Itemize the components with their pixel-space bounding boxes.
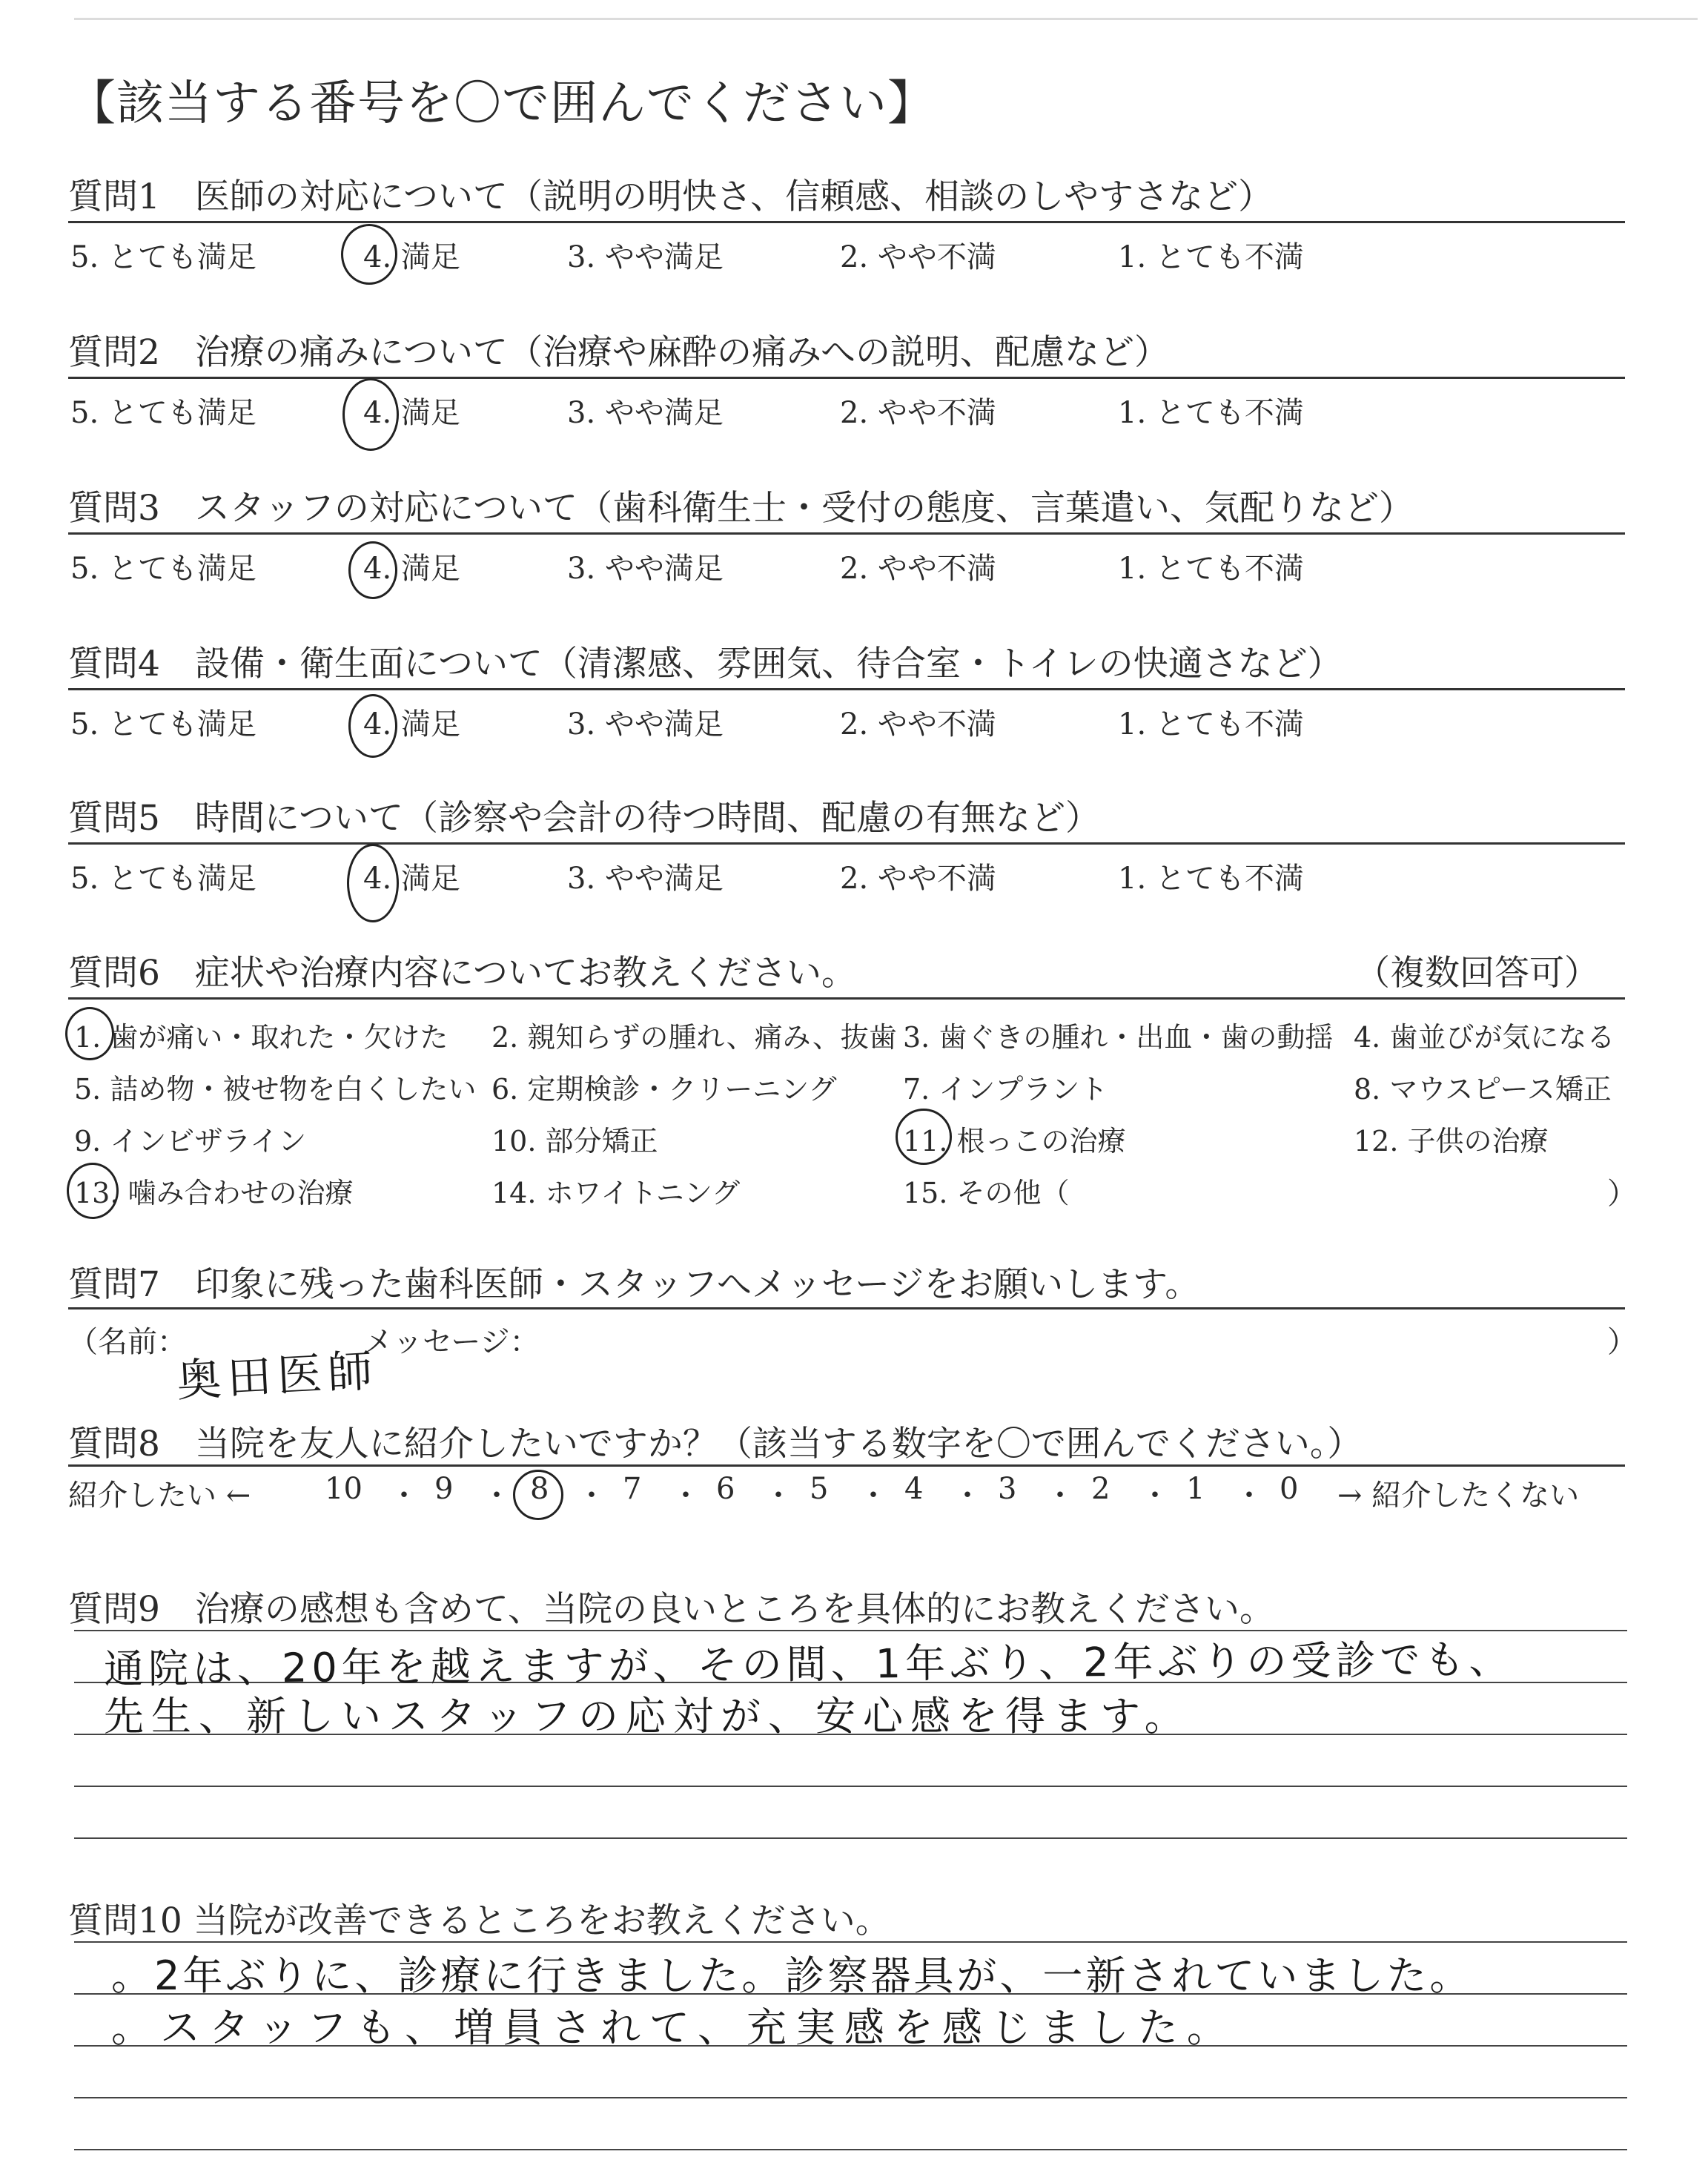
selection-circle bbox=[347, 844, 399, 922]
question-rule bbox=[68, 1307, 1625, 1309]
answer-line bbox=[74, 1837, 1627, 1839]
scale-dot: ・ bbox=[482, 1479, 512, 1513]
symptom-option[interactable]: 2. 親知らずの腫れ、痛み、抜歯 bbox=[491, 1021, 897, 1054]
q9-title: 質問9 治療の感想も含めて、当院の良いところを具体的にお教えください。 bbox=[68, 1589, 1274, 1630]
symptom-option[interactable]: 3. 歯ぐきの腫れ・出血・歯の動揺 bbox=[903, 1021, 1334, 1054]
q6-note: （複数回答可） bbox=[1355, 953, 1599, 994]
scale-dot: ・ bbox=[1140, 1479, 1170, 1513]
selection-circle bbox=[65, 1007, 114, 1060]
question-rule bbox=[68, 377, 1625, 379]
selection-circle bbox=[348, 541, 397, 599]
question-title: 質問4 設備・衛生面について（清潔感、雰囲気、待合室・トイレの快適さなど） bbox=[68, 644, 1343, 684]
rating-option[interactable]: 1. とても不満 bbox=[1118, 552, 1304, 586]
symptom-option[interactable]: 9. インビザライン bbox=[74, 1125, 307, 1157]
rating-option[interactable]: 2. やや不満 bbox=[840, 240, 996, 274]
scale-value[interactable]: 1 bbox=[1186, 1472, 1205, 1506]
scale-value[interactable]: 6 bbox=[716, 1472, 735, 1506]
question-rule bbox=[68, 688, 1625, 690]
question-rule bbox=[68, 1464, 1625, 1467]
scale-value[interactable]: 10 bbox=[325, 1472, 363, 1506]
scale-dot: ・ bbox=[953, 1479, 982, 1513]
rating-option[interactable]: 2. やや不満 bbox=[840, 552, 996, 586]
scale-value[interactable]: 3 bbox=[998, 1472, 1017, 1506]
handwritten-answer: 。スタッフも、増員されて、充実感を感じました。 bbox=[111, 2004, 1236, 2051]
question-rule bbox=[68, 997, 1625, 1000]
selection-circle bbox=[348, 694, 397, 758]
handwritten-answer: 通院は、20年を越えますが、その間、1年ぶり、2年ぶりの受診でも、 bbox=[103, 1636, 1514, 1693]
question-title: 質問1 医師の対応について（説明の明快さ、信頼感、相談のしやすさなど） bbox=[68, 176, 1274, 217]
symptom-option[interactable]: 12. 子供の治療 bbox=[1354, 1125, 1549, 1157]
question-rule bbox=[68, 842, 1625, 845]
rating-option[interactable]: 4. 満足 bbox=[363, 552, 460, 586]
rating-option[interactable]: 3. やや満足 bbox=[567, 862, 724, 896]
question-rule bbox=[68, 221, 1625, 223]
scale-dot: ・ bbox=[764, 1479, 793, 1513]
scale-value[interactable]: 0 bbox=[1280, 1472, 1299, 1506]
q10-title: 質問10 当院が改善できるところをお教えください。 bbox=[68, 1900, 890, 1941]
recommend-right-label: → 紹介したくない bbox=[1337, 1479, 1580, 1513]
scale-value[interactable]: 4 bbox=[904, 1472, 924, 1506]
selection-circle bbox=[896, 1109, 952, 1165]
rating-option[interactable]: 5. とても満足 bbox=[70, 396, 256, 430]
symptom-option[interactable]: 1. 歯が痛い・取れた・欠けた bbox=[74, 1021, 448, 1054]
scale-value[interactable]: 9 bbox=[434, 1472, 454, 1506]
rating-option[interactable]: 5. とても満足 bbox=[70, 862, 256, 896]
scale-dot: ・ bbox=[858, 1479, 888, 1513]
top-divider bbox=[74, 18, 1698, 20]
handwritten-answer: 先生、新しいスタッフの応対が、安心感を得ます。 bbox=[104, 1693, 1192, 1740]
q7-title: 質問7 印象に残った歯科医師・スタッフへメッセージをお願いします。 bbox=[68, 1264, 1200, 1305]
rating-option[interactable]: 5. とても満足 bbox=[70, 707, 256, 742]
symptom-option[interactable]: 11. 根っこの治療 bbox=[903, 1125, 1126, 1157]
symptom-option[interactable]: 4. 歯並びが気になる bbox=[1354, 1021, 1615, 1054]
rating-option[interactable]: 3. やや満足 bbox=[567, 240, 724, 274]
rating-option[interactable]: 1. とても不満 bbox=[1118, 707, 1304, 742]
scale-dot: ・ bbox=[1045, 1479, 1075, 1513]
rating-option[interactable]: 4. 満足 bbox=[363, 862, 460, 896]
recommend-left-label: 紹介したい ← bbox=[68, 1479, 251, 1513]
q8-title: 質問8 当院を友人に紹介したいですか？（該当する数字を〇で囲んでください。） bbox=[68, 1424, 1363, 1464]
answer-line bbox=[74, 2097, 1627, 2098]
scale-value[interactable]: 5 bbox=[810, 1472, 829, 1506]
selection-circle bbox=[342, 378, 399, 451]
rating-option[interactable]: 3. やや満足 bbox=[567, 396, 724, 430]
rating-option[interactable]: 5. とても満足 bbox=[70, 240, 256, 274]
other-close-paren: ） bbox=[1607, 1177, 1637, 1211]
scale-value[interactable]: 7 bbox=[623, 1472, 642, 1506]
rating-option[interactable]: 1. とても不満 bbox=[1118, 396, 1304, 430]
symptom-option[interactable]: 15. その他（ bbox=[903, 1177, 1070, 1209]
handwritten-answer: 。2年ぶりに、診療に行きました。診察器具が、一新されていました。 bbox=[111, 1952, 1473, 1999]
selection-circle bbox=[513, 1470, 563, 1520]
symptom-option[interactable]: 13. 噛み合わせの治療 bbox=[74, 1177, 354, 1209]
q6-title: 質問6 症状や治療内容についてお教えください。 bbox=[68, 953, 856, 994]
handwritten-name: 奥田医師 bbox=[175, 1344, 380, 1408]
rating-option[interactable]: 3. やや満足 bbox=[567, 552, 724, 586]
rating-option[interactable]: 3. やや満足 bbox=[567, 707, 724, 742]
rating-option[interactable]: 4. 満足 bbox=[363, 707, 460, 742]
scale-dot: ・ bbox=[671, 1479, 701, 1513]
rating-option[interactable]: 5. とても満足 bbox=[70, 552, 256, 586]
rating-option[interactable]: 4. 満足 bbox=[363, 240, 460, 274]
rating-option[interactable]: 2. やや不満 bbox=[840, 396, 996, 430]
question-title: 質問3 スタッフの対応について（歯科衛生士・受付の態度、言葉遣い、気配りなど） bbox=[68, 488, 1414, 529]
q7-close-paren: ） bbox=[1607, 1325, 1637, 1359]
selection-circle bbox=[341, 224, 397, 285]
scale-dot: ・ bbox=[389, 1479, 419, 1513]
symptom-option[interactable]: 14. ホワイトニング bbox=[491, 1177, 741, 1209]
rating-option[interactable]: 1. とても不満 bbox=[1118, 862, 1304, 896]
symptom-option[interactable]: 6. 定期検診・クリーニング bbox=[491, 1073, 837, 1106]
scale-dot: ・ bbox=[577, 1479, 606, 1513]
rating-option[interactable]: 2. やや不満 bbox=[840, 862, 996, 896]
answer-line bbox=[74, 2149, 1627, 2150]
selection-circle bbox=[67, 1163, 119, 1219]
answer-line bbox=[74, 1786, 1627, 1787]
rating-option[interactable]: 1. とても不満 bbox=[1118, 240, 1304, 274]
symptom-option[interactable]: 10. 部分矯正 bbox=[491, 1125, 658, 1157]
form-heading: 【該当する番号を〇で囲んでください】 bbox=[68, 76, 936, 131]
answer-line bbox=[74, 1941, 1627, 1943]
question-rule bbox=[68, 532, 1625, 535]
symptom-option[interactable]: 5. 詰め物・被せ物を白くしたい bbox=[74, 1073, 477, 1106]
question-title: 質問2 治療の痛みについて（治療や麻酔の痛みへの説明、配慮など） bbox=[68, 332, 1170, 373]
question-title: 質問5 時間について（診察や会計の待つ時間、配慮の有無など） bbox=[68, 798, 1100, 839]
symptom-option[interactable]: 8. マウスピース矯正 bbox=[1354, 1073, 1612, 1106]
scale-value[interactable]: 2 bbox=[1091, 1472, 1110, 1506]
scale-value[interactable]: 8 bbox=[530, 1472, 549, 1506]
message-label: メッセージ： bbox=[363, 1325, 540, 1359]
symptom-option[interactable]: 7. インプラント bbox=[903, 1073, 1108, 1106]
rating-option[interactable]: 4. 満足 bbox=[363, 396, 460, 430]
name-label: （名前： bbox=[68, 1325, 187, 1359]
scale-dot: ・ bbox=[1234, 1479, 1264, 1513]
rating-option[interactable]: 2. やや不満 bbox=[840, 707, 996, 742]
